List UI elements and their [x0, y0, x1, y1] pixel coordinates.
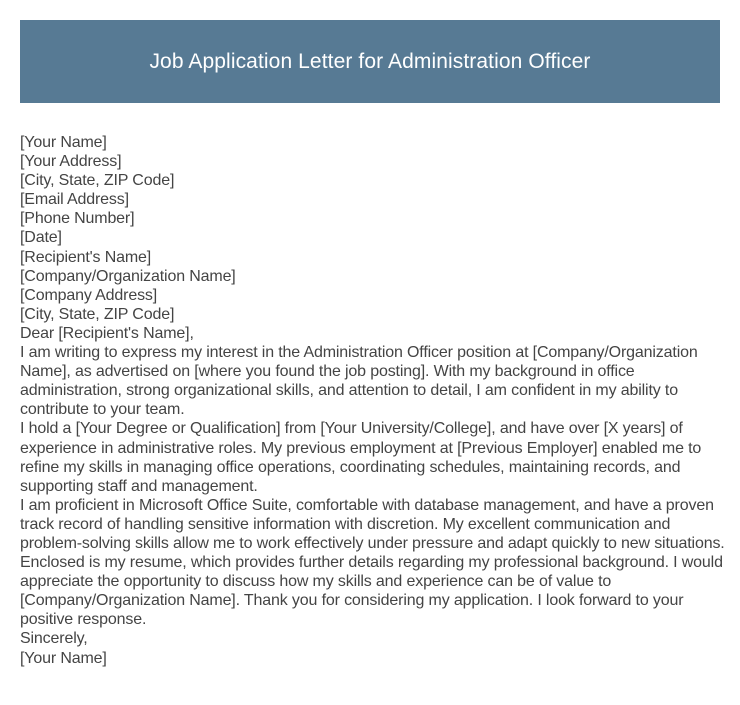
- letter-date: [Date]: [20, 229, 62, 247]
- paragraph-skills: I am proficient in Microsoft Office Suite, comfortable with database management, and have a proven track record of handling sensitive information with discretion. My excellent communication and problem-solving skills allow me to work effectively under pressure and adapt quickly to new situations.: [20, 496, 725, 552]
- recipient-city-state-zip: [City, State, ZIP Code]: [20, 305, 175, 323]
- signature: [Your Name]: [20, 649, 107, 667]
- salutation: Dear [Recipient's Name],: [20, 324, 194, 342]
- paragraph-closing: Enclosed is my resume, which provides further details regarding my professional background. I would appreciate the opportunity to discuss how my skills and experience can be of value to [Company/Organization Name]. Thank you for considering my application. I look forward to your positive response.: [20, 554, 723, 629]
- recipient-organization: [Company/Organization Name]: [20, 267, 236, 285]
- sender-address: [Your Address]: [20, 153, 122, 171]
- sender-block: [20, 133, 725, 248]
- recipient-address: [Company Address]: [20, 286, 158, 304]
- paragraph-intro: I am writing to express my interest in the Administration Officer position at [Company/Organization Name], as advertised on [where you found the job posting]. With my background in office administration, strong organizational skills, and attention to detail, I am confident in my ability to contribute to your team.: [20, 344, 698, 419]
- sender-email: [Email Address]: [20, 191, 129, 209]
- page-title: Job Application Letter for Administration Officer: [149, 49, 591, 73]
- sender-phone: [Phone Number]: [20, 210, 135, 228]
- title-banner: [20, 20, 720, 103]
- recipient-block: [20, 248, 725, 324]
- sender-city-state-zip: [City, State, ZIP Code]: [20, 172, 175, 190]
- letter-body: [20, 133, 725, 668]
- recipient-name: [Recipient's Name]: [20, 248, 152, 266]
- paragraph-qualifications: I hold a [Your Degree or Qualification] from [Your University/College], and have over [X years] of experience in administrative roles. My previous employment at [Previous Employer] enabled me to refine my skills in managing office operations, coordinating schedules, maintaining records, and supporting staff and management.: [20, 420, 702, 495]
- sender-name: [Your Name]: [20, 134, 107, 151]
- closing: Sincerely,: [20, 630, 88, 648]
